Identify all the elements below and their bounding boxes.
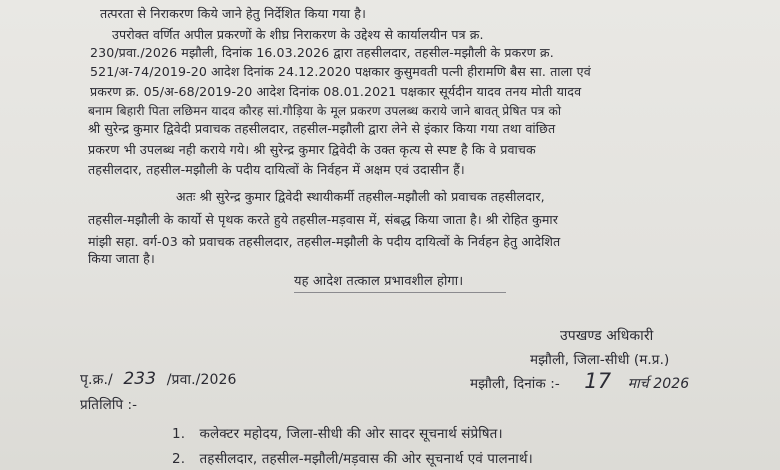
body-line-9: तहसीलदार, तहसील-मझौली के पदीय दायित्वों के निर्वहन में अक्षम एवं उदासीन हैं। <box>88 162 465 177</box>
date-day: 17 <box>584 369 612 393</box>
signatory-designation: उपखण्ड अधिकारी <box>560 328 654 344</box>
copy-label: प्रतिलिपि :- <box>80 397 138 413</box>
body-line-8: प्रकरण भी उपलब्ध नही कराये गये। श्री सुरेन्द्र कुमार द्विवेदी के उक्त कृत्य से स्पष्ट है कि वे प्रवाचक <box>88 142 536 157</box>
date-month-year: मार्च 2026 <box>627 376 690 392</box>
endorsement-ref <box>80 371 237 388</box>
body-line-2: उपरोक्त वर्णित अपील प्रकरणों के शीघ्र निराकरण के उद्देश्य से कार्यालयीन पत्र क्र. <box>112 27 484 42</box>
ref-prefix: पृ.क्र./ <box>80 372 113 388</box>
copy-item-text: तहसीलदार, तहसील-मझौली/मड़वास की ओर सूचनार्थ एवं पालनार्थ। <box>199 451 533 467</box>
body-line-4: 521/अ-74/2019-20 आदेश दिनांक 24.12.2020 पक्षकार कुसुमवती पत्नी हीरामणि बैस सा. ताला एवं <box>90 64 591 79</box>
body-line-7: श्री सुरेन्द्र कुमार द्विवेदी प्रवाचक तहसीलदार, तहसील-मझौली द्वारा लेने से इंकार किया गया तथा वांछित <box>88 121 556 136</box>
body-line-10: अतः श्री सुरेन्द्र कुमार द्विवेदी स्थायीकर्मी तहसील-मझौली को प्रवाचक तहसीलदार, <box>176 189 545 204</box>
ref-number: 233 <box>123 369 157 389</box>
effect-statement: यह आदेश तत्काल प्रभावशील होगा। <box>294 274 464 289</box>
body-line-5: प्रकरण क्र. 05/अ-68/2019-20 आदेश दिनांक 08.01.2021 पक्षकार सूर्यदीन यादव तनय मोती यादव <box>90 84 582 99</box>
body-line-11: तहसील-मझौली के कार्यो से पृथक करते हुये तहसील-मड़वास में, संबद्ध किया जाता है। श्री रोहित कुमार <box>88 212 559 227</box>
copy-item-2 <box>172 451 533 467</box>
body-line-3: 230/प्रवा./2026 मझौली, दिनांक 16.03.2026 द्वारा तहसीलदार, तहसील-मझौली के प्रकरण क्र. <box>90 45 554 60</box>
body-line-13: किया जाता है। <box>88 251 155 266</box>
endorsement-date <box>470 369 690 393</box>
copy-item-number: 2. <box>172 451 186 467</box>
effect-underline <box>294 292 506 293</box>
copy-item-text: कलेक्टर महोदय, जिला-सीधी की ओर सादर सूचनार्थ संप्रेषित। <box>199 426 503 442</box>
ref-suffix: /प्रवा./2026 <box>166 372 237 388</box>
date-prefix: मझौली, दिनांक :- <box>470 376 560 392</box>
body-line-1: तत्परता से निराकरण किये जाने हेतु निर्देशित किया गया है। <box>100 6 366 21</box>
copy-item-number: 1. <box>172 426 186 442</box>
signatory-place: मझौली, जिला-सीधी (म.प्र.) <box>530 352 670 368</box>
body-line-12: मांझी सहा. वर्ग-03 को प्रवाचक तहसीलदार, तहसील-मझौली के पदीय दायित्वों के निर्वहन हेतु आदेशित <box>88 234 561 249</box>
body-line-6: बनाम बिहारी पिता लछिमन यादव कौरह सां.गौड़िया के मूल प्रकरण उपलब्ध कराये जाने बावत् प्रेषित पत्र को <box>88 104 562 118</box>
copy-item-1 <box>172 426 503 442</box>
